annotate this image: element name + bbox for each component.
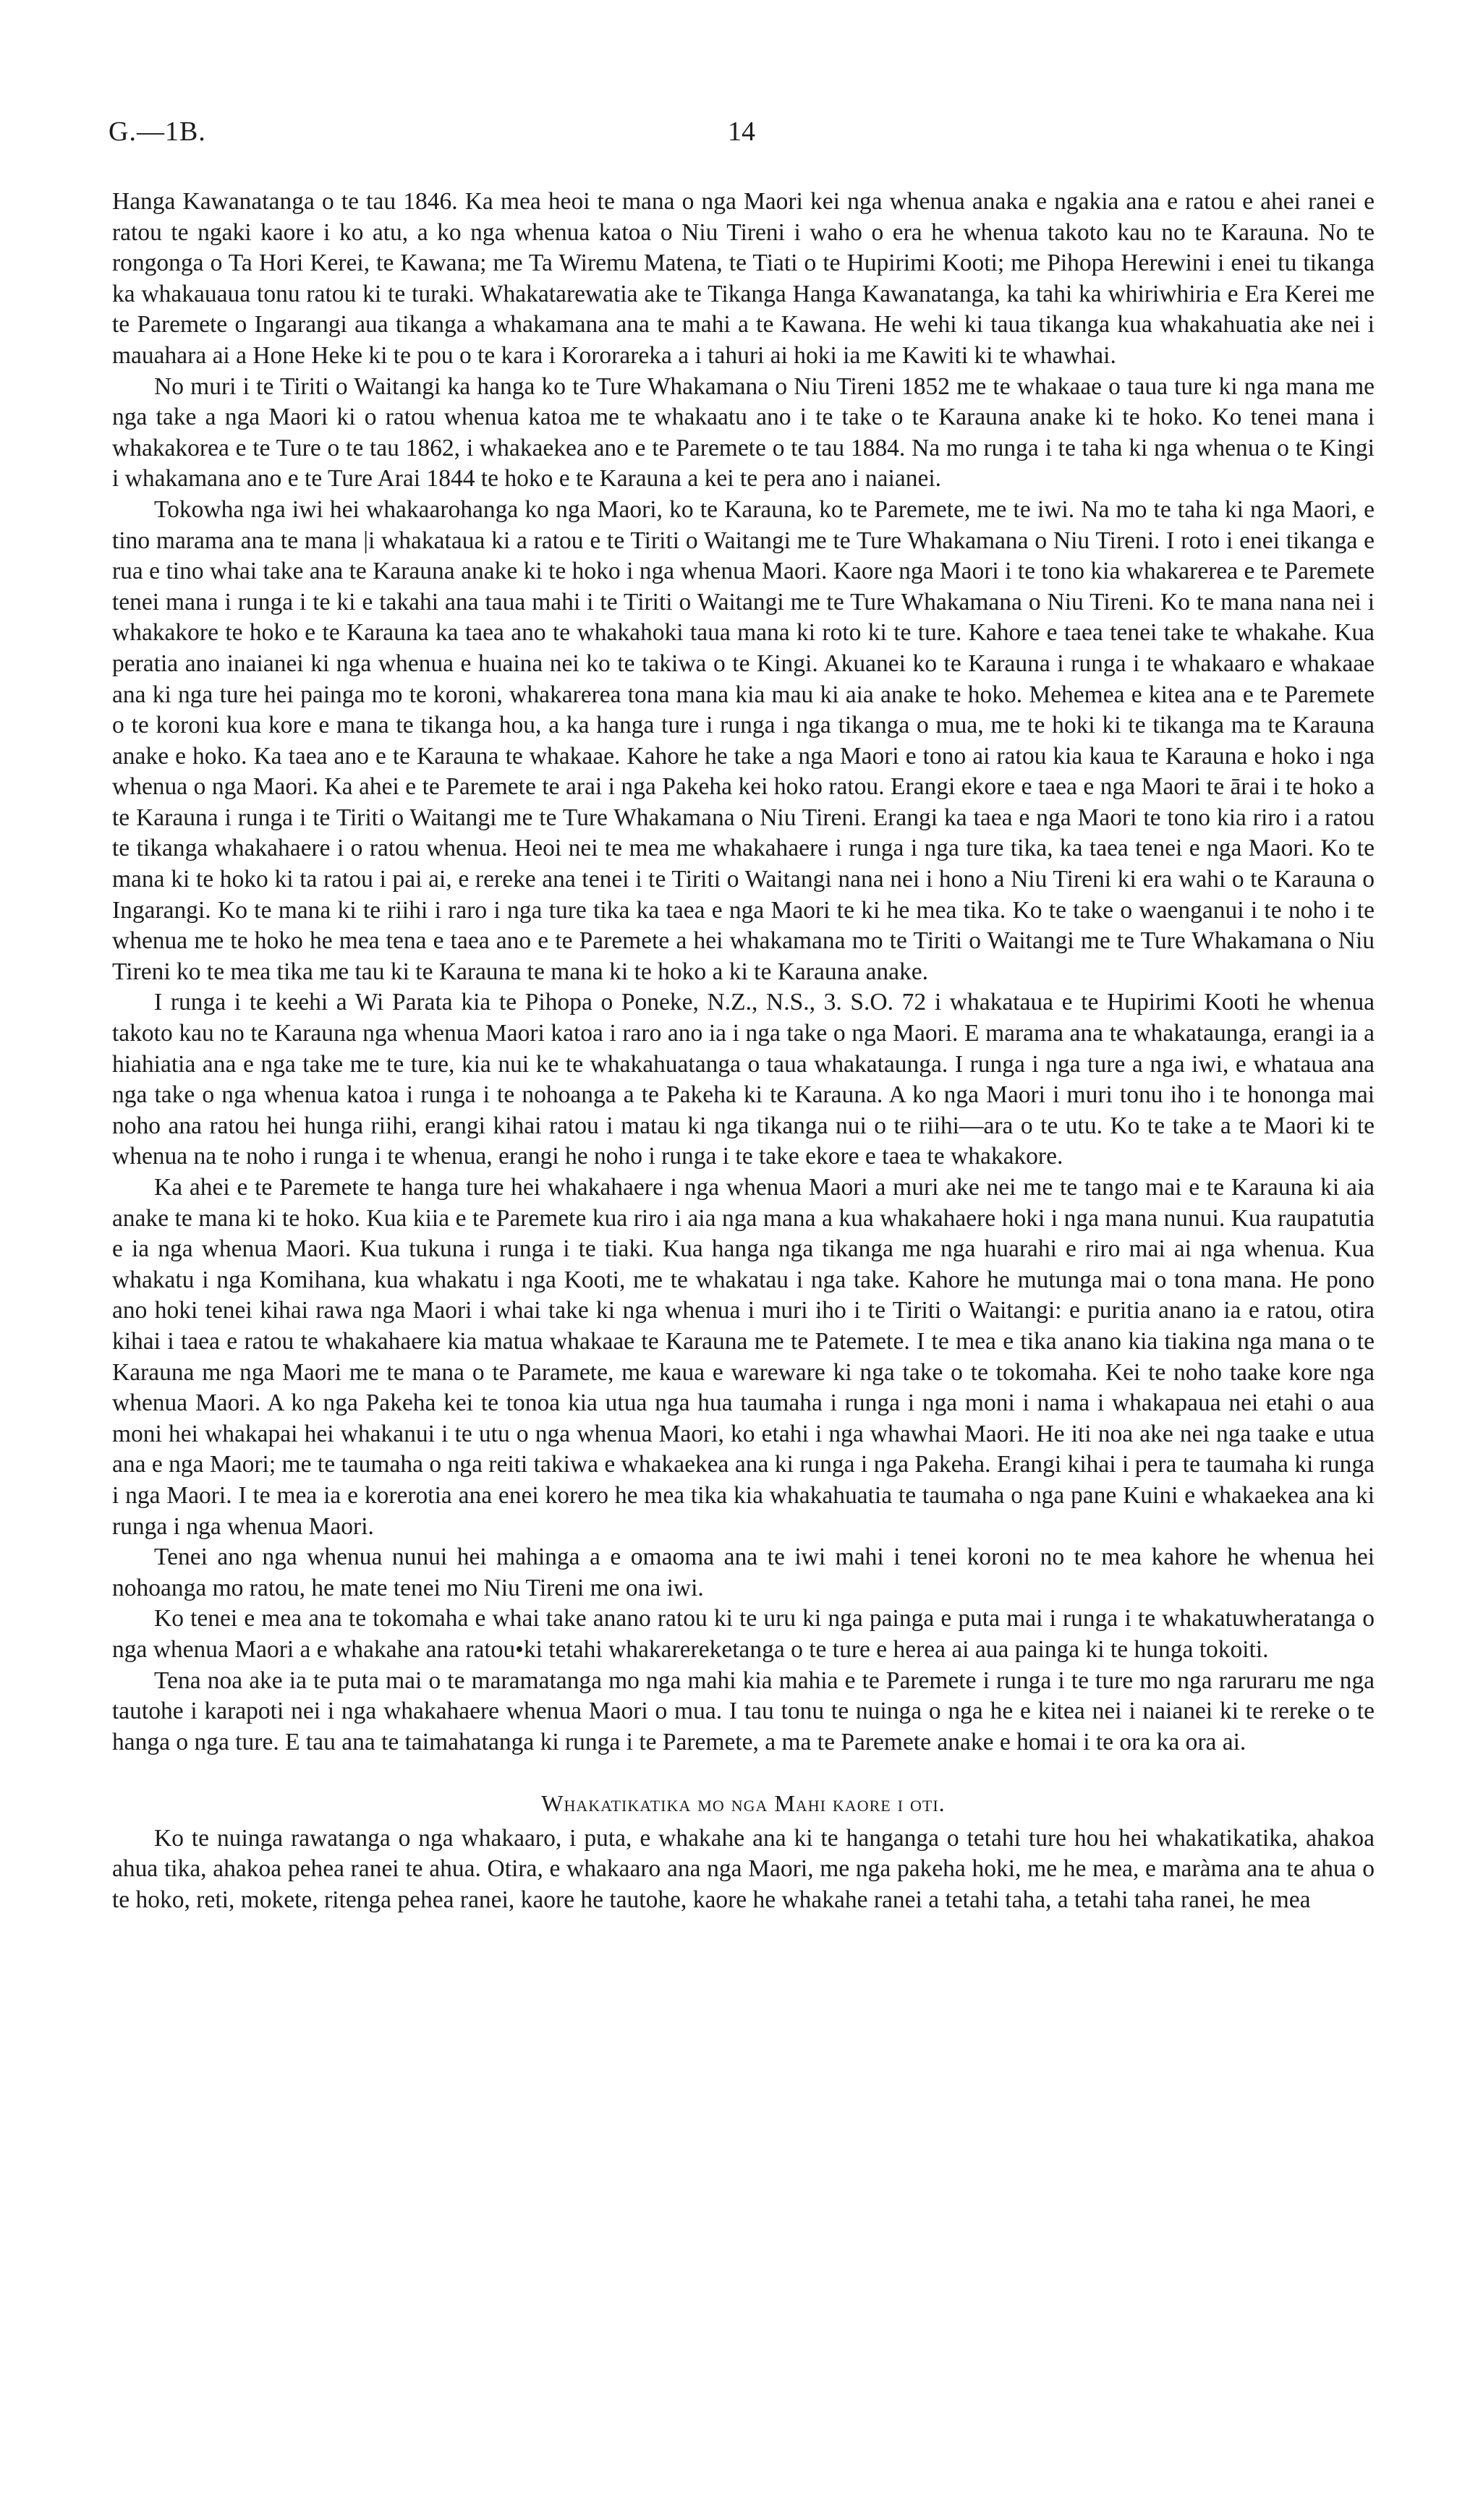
paragraph-7: Ko tenei e mea ana te tokomaha e whai take anano ratou ki te uru ki nga painga e puta mai i runga i te whakatuwheratanga o nga whenua Maori a e whakahe ana ratou•ki tetahi whakarereketanga o te ture e herea ai aua painga ki te hunga tokoiti. [112,1605,1375,1663]
paragraph-8: Tena noa ake ia te puta mai o te maramatanga mo nga mahi kia mahia e te Paremete i runga i te ture mo nga raruraru me nga tautohe i karapoti nei i nga whakahaere whenua Maori o mua. I tau tonu te nuinga o nga he e kitea nei i naianei ki te rereke o te hanga o nga ture. E tau ana te taimahatanga ki runga i te Paremete, a ma te Paremete anake e homai i te ora ka ora ai. [112,1666,1375,1755]
paragraph-2: No muri i te Tiriti o Waitangi ka hanga ko te Ture Whakamana o Niu Tireni 1852 me te whakaae o taua ture ki nga mana me nga take a nga Maori ki o ratou whenua katoa me te whakaatu ano i te take o te Karauna anake ki te hoko. Ko tenei mana i whakakorea e te Ture o te tau 1862, i whakaekea ano e te Paremete o te tau 1884. Na mo runga i te taha ki nga whenua o te Kingi i whakamana ano e te Ture Arai 1844 te hoko e te Karauna a kei te pera ano i naianei. [112,373,1375,493]
page-header [109,116,1375,159]
document-body [112,187,1375,1916]
document-code: G.—1B. [109,116,206,147]
paragraph-3: Tokowha nga iwi hei whakaarohanga ko nga Maori, ko te Karauna, ko te Paremete, me te iwi. Na mo te taha ki nga Maori, e tino marama ana te mana |i whakatauа ki a ratou e te Tiriti o Waitangi me te Ture Whakamana o Niu Tireni. I roto i enei tikanga e rua e tino whai take ana te Karauna anake ki te hoko i nga whenua Maori. Kaore nga Maori i te tono kia whakarerea e te Paremete tenei mana i runga i te ki e takahi ana taua mahi i te Tiriti o Waitangi me te Ture Whakamana o Niu Tireni. Ko te mana nana nei i whakakore te hoko e te Karauna ka taea ano te whakahoki taua mana ki roto ki te ture. Kahore e taea tenei take te whakahe. Kua peratia ano inaianei ki nga whenua e huaina nei ko te takiwa o te Kingi. Akuanei ko te Karauna i runga i te whakaaro e whakaae ana ki nga ture hei painga mo te koroni, whakarerea tona mana kia mau ki aia anake te hoko. Mehemea e kitea ana e te Paremete o te koroni kua kore e mana te tikanga hou, a ka hanga ture i runga i nga tikanga o mua, me te hoki ki te tikanga ma te Karauna anake e hoko. Ka taea ano e te Karauna te whakaae. Kahore he take a nga Maori e tono ai ratou kia kaua te Karauna e hoko i nga whenua o nga Maori. Ka ahei e te Paremete te arai i nga Pakeha kei hoko ratou. Erangi ekore e taea e nga Maori te ārai i te hoko a te Karauna i runga i te Tiriti o Waitangi me te Ture Whakamana o Niu Tireni. Erangi ka taea e nga Maori te tono kia riro i a ratou te tikanga whakahaere i o ratou whenua. Heoi nei te mea me whakahaere i runga i nga ture tika, ka taea tenei e nga Maori. Ko te mana ki te hoko ki ta ratou i pai ai, e rereke ana tenei i te Tiriti o Waitangi nana nei i hono a Niu Tireni ki era wahi o te Karauna o Ingarangi. Ko te mana ki te riihi i raro i nga ture tika ka taea e nga Maori te ki he mea tika. Ko te take o waenganui i te noho i te whenua me te hoko he mea tena e taea ano e te Paremete a hei whakamana mo te Tiriti o Waitangi me te Ture Whakamana o Niu Tireni ko te mea tika me tau ki te Karauna te mana ki te hoko a ki te Karauna anake. [112,495,1375,985]
paragraph-6: Tenei ano nga whenua nunui hei mahinga a e omaoma ana te iwi mahi i tenei koroni no te mea kahore he whenua hei nohoanga mo ratou, he mate tenei mo Niu Tireni me ona iwi. [112,1544,1375,1601]
page-number: 14 [728,116,755,147]
paragraph-final: Ko te nuinga rawatanga o nga whakaaro, i puta, e whakahe ana ki te hanganga o tetahi ture hou hei whakatikatika, ahakoa ahua tika, ahakoa pehea ranei te ahua. Otira, e whakaaro ana nga Maori, me nga pakeha hoki, me he mea, e maràma ana te ahua o te hoko, reti, mokete, ritenga pehea ranei, kaore he tautohe, kaore he whakahe ranei a tetahi taha, a tetahi taha ranei, he mea [112,1824,1375,1914]
paragraph-4: I runga i te keehi a Wi Parata kia te Pihopa o Poneke, N.Z., N.S., 3. S.O. 72 i whakatauа e te Hupirimi Kooti he whenua takoto kau no te Karauna nga whenua Maori katoa i raro ano ia i nga take o nga Maori. E marama ana te whakataunga, erangi ia a hiahiatia ana e nga take me te ture, kia nui ke te whakahuatanga o taua whakataunga. I runga i nga ture a nga iwi, e whatauа ana nga take o nga whenua katoa i runga i te nohoanga a te Pakeha ki te Karauna. A ko nga Maori i muri tonu iho i te hononga mai noho ana ratou hei hunga riihi, erangi kihai ratou i matau ki nga tikanga nui o te riihi—ara o te utu. Ko te take a te Maori ki te whenua na te noho i runga i te whenua, erangi he noho i runga i te take ekore e taea te whakakore. [112,989,1375,1170]
paragraph-5: Ka ahei e te Paremete te hanga ture hei whakahaere i nga whenua Maori a muri ake nei me te tango mai e te Karauna ki aia anake te mana ki te hoko. Kua kiia e te Paremete kua riro i aia nga mana a kua whakahaere hoki i nga mana nunui. Kua raupatutia e ia nga whenua Maori. Kua tukuna i runga i te tiaki. Kua hanga nga tikanga me nga huarahi e riro mai ai nga whenua. Kua whakatu i nga Komihana, kua whakatu i nga Kooti, me te whakatau i nga take. Kahore he mutunga mai o tona mana. He pono ano hoki tenei kihai rawa nga Maori i whai take ki nga whenua i muri iho i te Tiriti o Waitangi: e puritia anano ia e ratou, otira kihai i taea e ratou te whakahaere kia matua whakaae te Karauna me te Patemete. I te mea e tika anano kia tiakina nga mana o te Karauna me nga Maori me te mana o te Paramete, me kaua e wareware ki nga take o te tokomaha. Kei te noho taake kore nga whenua Maori. A ko nga Pakeha kei te tonoa kia utua nga hua taumaha i runga i nga moni i nama i whakapaua nei etahi o aua moni hei whakapai hei whakanui i te utu o nga whenua Maori, ko etahi i nga whawhai Maori. He iti noa ake nei nga taake e utua ana e nga Maori; me te taumaha o nga reiti takiwa e whakaekea ana ki runga i nga Pakeha. Erangi kihai i pera te taumaha ki runga i nga Maori. I te mea ia e korerotia ana enei korero he mea tika kia whakahuatia te taumaha o nga pane Kuini e whakaekea ana ki runga i nga whenua Maori. [112,1174,1375,1540]
paragraph-1: Hanga Kawanatanga o te tau 1846. Ka mea heoi te mana o nga Maori kei nga whenua anaka e ngakia ana e ratou e ahei ranei e ratou te ngaki kaore i ko atu, a ko nga whenua katoa o Niu Tireni i waho o era he whenua takoto kau no te Karauna. No te rongonga o Ta Hori Kerei, te Kawana; me Ta Wiremu Matena, te Tiati o te Hupirimi Kooti; me Pihopa Herewini i enei tu tikanga ka whakauaua tonu ratou ki te turaki. Whakatarewatia ake te Tikanga Hanga Kawanatanga, ka tahi ka whiriwhiria e Era Kerei me te Paremete o Ingarangi aua tikanga a whakamana ana te mahi a te Kawana. He wehi ki taua tikanga kua whakahuatia ake nei i mauahara ai a Hone Heke ki te pou o te kara i Kororareka a i tahuri ai hoki ia me Kawiti ki te whawhai. [112,188,1375,369]
section-heading: Whakatikatika mo nga Mahi kaore i oti. [541,1790,946,1817]
